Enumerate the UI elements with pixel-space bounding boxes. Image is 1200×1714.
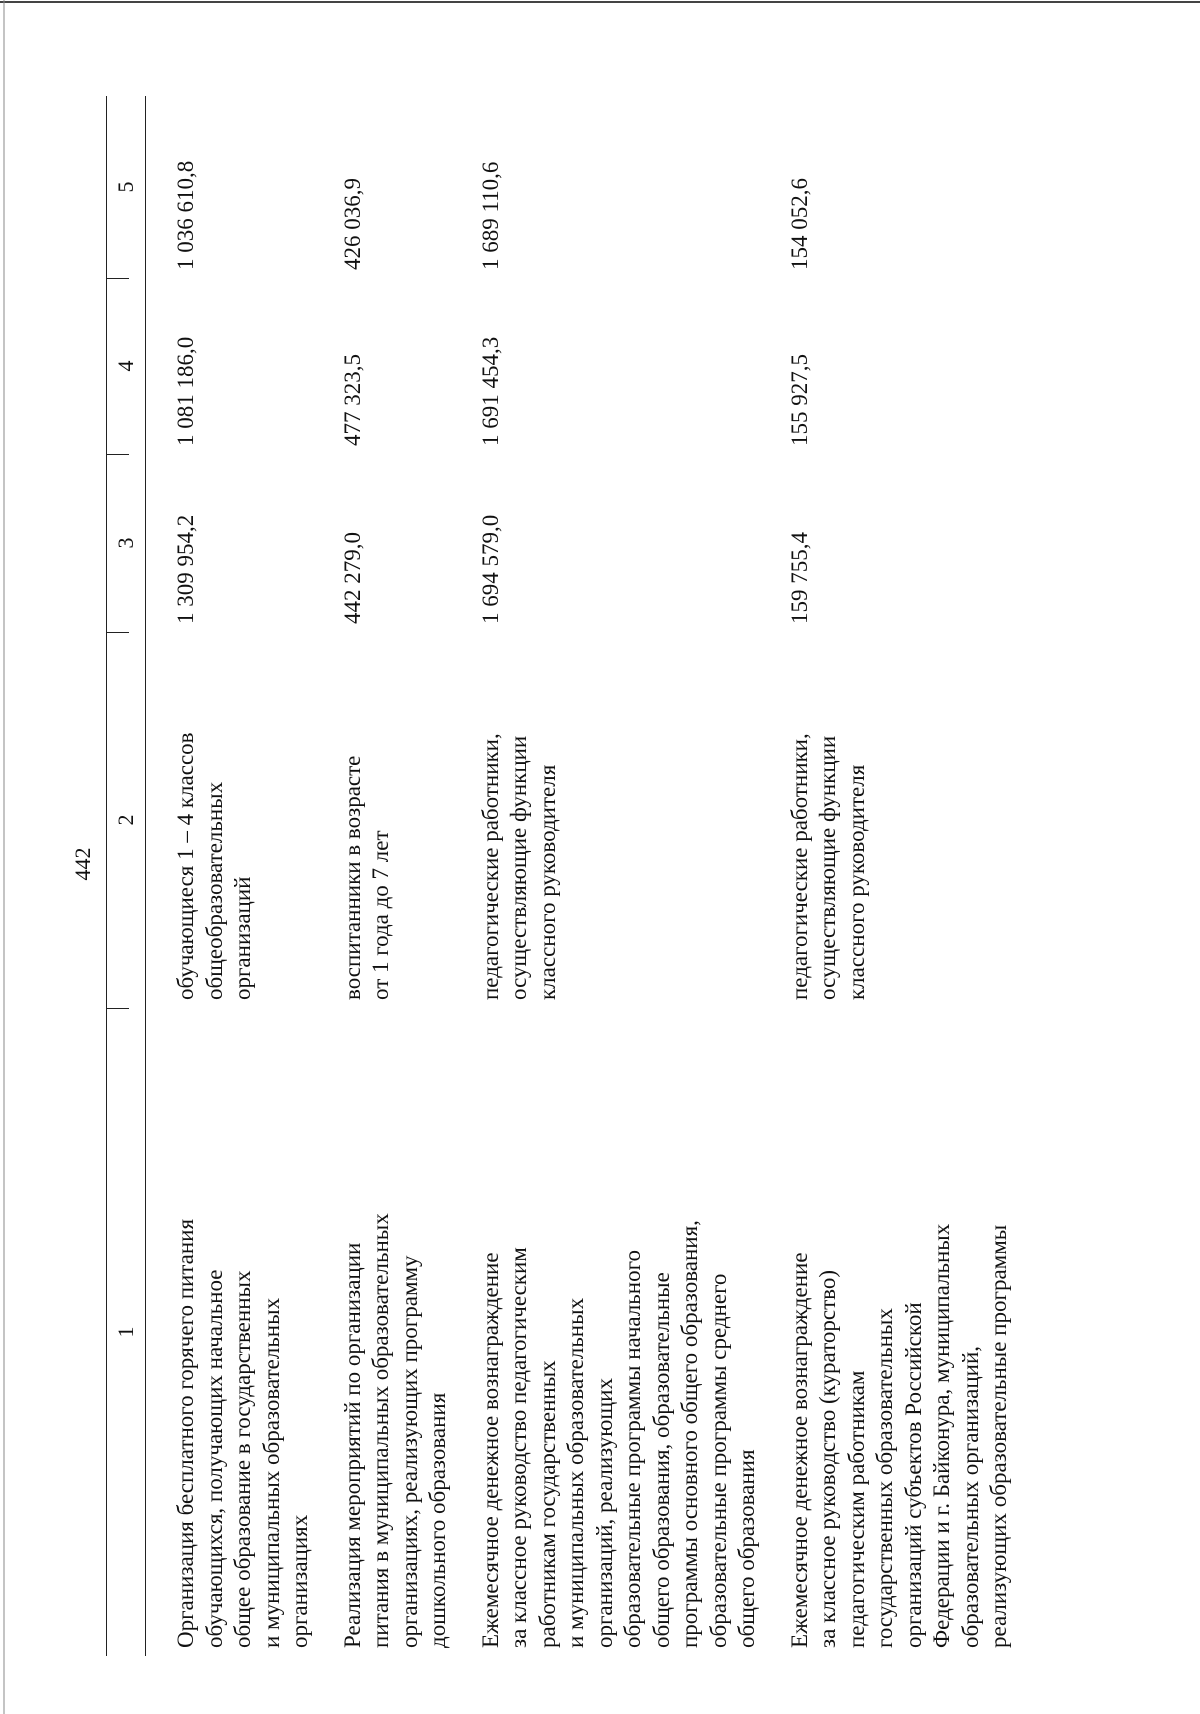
value-col-4: 155 927,5 bbox=[786, 354, 812, 446]
value-col-5: 154 052,6 bbox=[786, 178, 812, 270]
value-col-4: 1 081 186,0 bbox=[173, 336, 198, 446]
value-col-5: 1 689 110,6 bbox=[477, 161, 503, 270]
measure-name: Ежемесячное денежное вознаграждение за классное руководство (кураторство) педагогическим работникам государственных образовательных организаций субъектов Российской Федерации и г. Байконура, муниципальных образовательных организаций, реализующих образовательные программы bbox=[786, 1223, 1011, 1648]
page-number: 442 bbox=[70, 847, 95, 881]
measure-name: Реализация мероприятий по организации питания в муниципальных образовательных организациях, реализующих программу дошкольного образования bbox=[339, 1213, 450, 1648]
value-col-5: 1 036 610,8 bbox=[173, 160, 198, 270]
row-spacer bbox=[453, 96, 477, 1656]
recipient-category: обучающиеся 1 – 4 классов общеобразовательных организаций bbox=[173, 732, 255, 1000]
table-row bbox=[146, 96, 315, 1656]
value-col-4: 477 323,5 bbox=[339, 354, 365, 446]
measure-name: Организация бесплатного горячего питания обучающихся, получающих начальное общее образование в государственных и муниципальных образовательных организациях bbox=[173, 1218, 312, 1648]
table-header-row bbox=[107, 96, 146, 1656]
column-header: 3 bbox=[107, 454, 146, 632]
row-spacer bbox=[315, 96, 339, 1656]
measure-name: Ежемесячное денежное вознаграждение за классное руководство педагогическим работникам государственных и муниципальных образовательных организаций, реализующих образовательные программы начального общего образования, образовательные программы основного общего образования, образовательные программы среднего общего образования bbox=[477, 1220, 759, 1648]
column-header: 1 bbox=[107, 1008, 146, 1656]
column-header: 4 bbox=[107, 278, 146, 454]
table-row bbox=[786, 96, 1014, 1656]
recipient-category: педагогические работники, осуществляющие функции классного руководителя bbox=[477, 733, 560, 1000]
column-header: 2 bbox=[107, 632, 146, 1008]
value-col-5: 426 036,9 bbox=[339, 178, 365, 270]
value-col-3: 159 755,4 bbox=[786, 532, 812, 624]
table-row bbox=[477, 96, 762, 1656]
table-row bbox=[339, 96, 453, 1656]
value-col-4: 1 691 454,3 bbox=[477, 336, 503, 446]
recipient-category: воспитанники в возрасте от 1 года до 7 лет bbox=[339, 755, 393, 1000]
value-col-3: 1 309 954,2 bbox=[173, 514, 198, 624]
value-col-3: 442 279,0 bbox=[339, 532, 365, 624]
row-spacer bbox=[762, 96, 786, 1656]
column-header: 5 bbox=[107, 96, 146, 278]
value-col-3: 1 694 579,0 bbox=[477, 514, 503, 624]
budget-table bbox=[106, 96, 1014, 1656]
recipient-category: педагогические работники, осуществляющие функции классного руководителя bbox=[786, 733, 869, 1000]
